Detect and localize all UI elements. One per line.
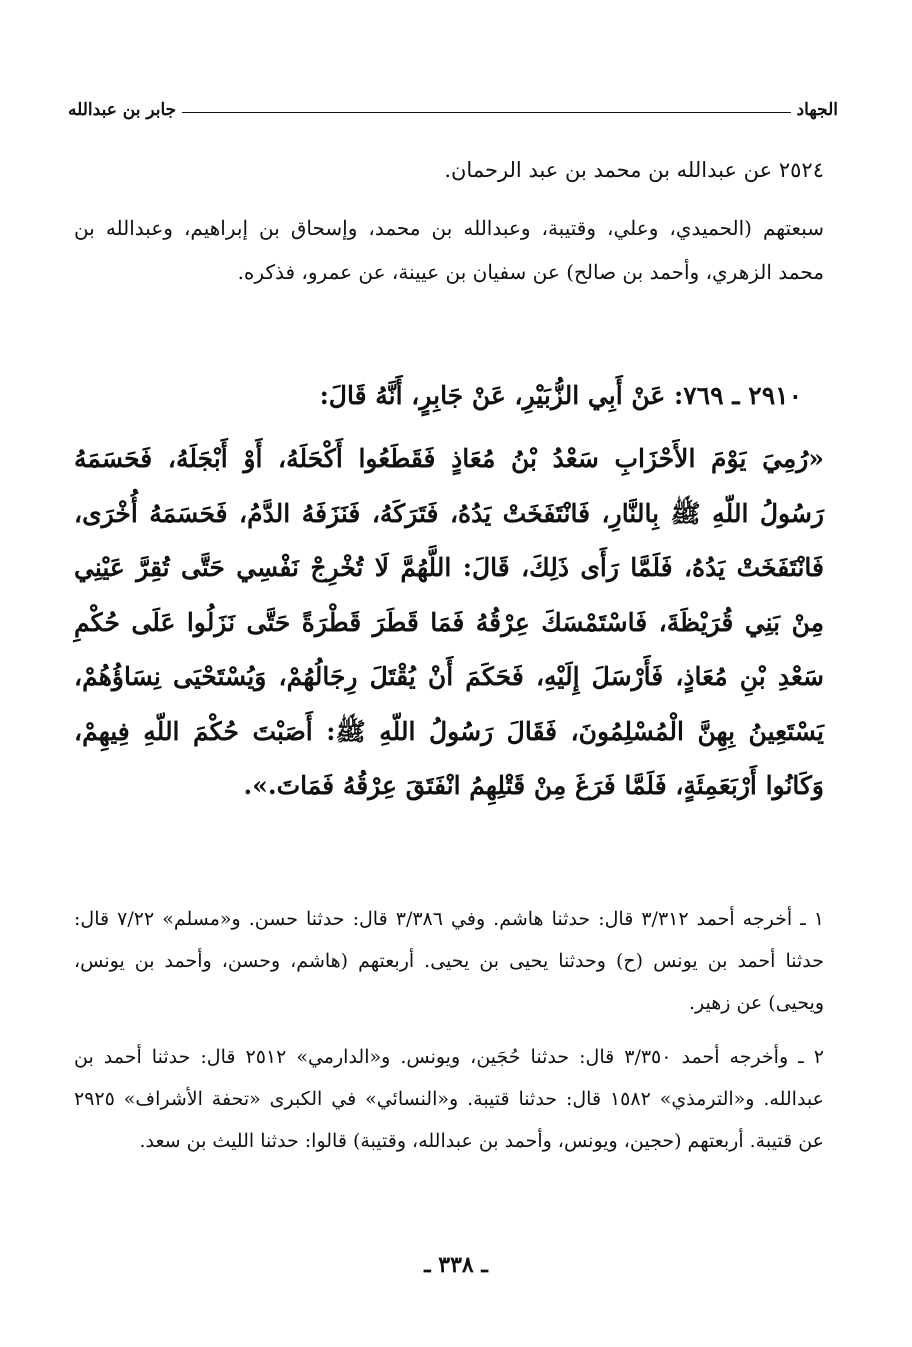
header-companion-name: جابر بن عبدالله: [68, 100, 177, 120]
narrators-paragraph: سبعتهم (الحميدي، وعلي، وقتيبة، وعبدالله بن محمد، وإسحاق بن إبراهيم، وعبدالله بن محمد الزهري، وأحمد بن صالح) عن سفيان بن عيينة، عن عمرو، فذكره.: [74, 216, 824, 284]
hadith-heading: ٢٩١٠ ـ ٧٦٩: عَنْ أَبِي الزُّبَيْرِ، عَنْ جَابِرٍ، أَنَّهُ قَالَ:: [319, 381, 802, 410]
intro-line: ٢٥٢٤ عن عبدالله بن محمد بن عبد الرحمان.: [444, 158, 824, 182]
hadith-text: «رُمِيَ يَوْمَ الأَحْزَابِ سَعْدُ بْنُ مُعَاذٍ فَقَطَعُوا أَكْحَلَهُ، أَوْ أَبْجَلَهُ، فَحَسَمَهُ رَسُولُ اللّهِ ﷺ بِالنَّارِ، فَانْتَفَخَتْ يَدُهُ، فَتَرَكَهُ، فَنَزَفَهُ الدَّمُ، فَحَسَمَهُ أُخْرَى، فَانْتَفَخَتْ يَدُهُ، فَلَمَّا رَأَى ذَلِكَ، قَالَ: اللَّهُمَّ لَا تُخْرِجْ نَفْسِي حَتَّى تُقِرَّ عَيْنِي مِنْ بَنِي قُرَيْظَةَ، فَاسْتَمْسَكَ عِرْقُهُ فَمَا قَطَرَ قَطْرَةً حَتَّى نَزَلُوا عَلَى حُكْمِ سَعْدِ بْنِ مُعَاذٍ، فَأَرْسَلَ إِلَيْهِ، فَحَكَمَ أَنْ يُقْتَلَ رِجَالُهُمْ، وَيُسْتَحْيَى نِسَاؤُهُمْ، يَسْتَعِينُ بِهِنَّ الْمُسْلِمُونَ، فَقَالَ رَسُولُ اللّهِ ﷺ: أَصَبْتَ حُكْمَ اللّهِ فِيهِمْ، وَكَانُوا أَرْبَعَمِئَةٍ، فَلَمَّا فَرَغَ مِنْ قَتْلِهِمُ انْفَتَقَ عِرْقُهُ فَمَاتَ.».: [74, 444, 824, 800]
footnote-1: ١ ـ أخرجه أحمد ٣/٣١٢ قال: حدثنا هاشم. وفي ٣/٣٨٦ قال: حدثنا حسن. و«مسلم» ٧/٢٢ قال: حدثنا أحمد بن يونس (ح) وحدثنا يحيى بن يحيى. أربعتهم (هاشم، وحسن، وأحمد بن يونس، ويحيى) عن زهير.: [74, 908, 824, 1014]
running-header: [68, 92, 838, 120]
page-number: ـ ٣٣٨ ـ: [424, 1252, 488, 1278]
header-rule: [182, 112, 790, 113]
header-section-title: الجهاد: [796, 100, 838, 120]
footnote-2: ٢ ـ وأخرجه أحمد ٣/٣٥٠ قال: حدثنا حُجَين، ويونس. و«الدارمي» ٢٥١٢ قال: حدثنا أحمد بن عبدالله. و«الترمذي» ١٥٨٢ قال: حدثنا قتيبة. و«النسائي» في الكبرى «تحفة الأشراف» ٢٩٢٥ عن قتيبة. أربعتهم (حجين، ويونس، وأحمد بن عبدالله، وقتيبة) قالوا: حدثنا الليث بن سعد.: [74, 1046, 824, 1152]
